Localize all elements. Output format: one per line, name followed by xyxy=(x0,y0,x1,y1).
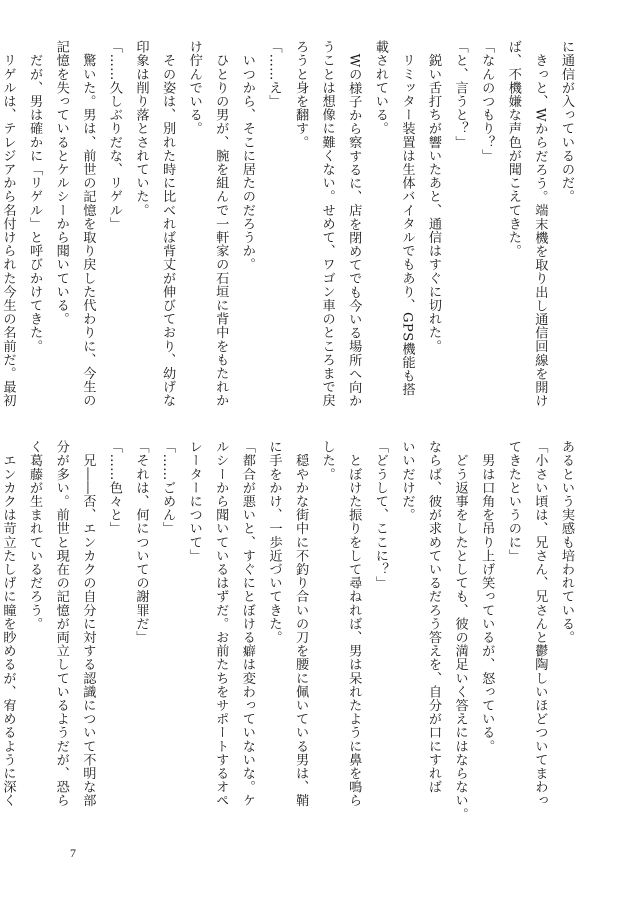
text-line: 穏やかな街中に不釣り合いの刀を腰に佩いている男は、鞘 xyxy=(293,440,309,808)
text-line: いいだけだ。 xyxy=(399,440,415,522)
text-line: ろうと身を翻す。 xyxy=(293,40,309,149)
upper-text-column xyxy=(0,40,579,422)
text-line: に通信が入っているのだ。 xyxy=(559,40,574,204)
text-line: てきたというのに」 xyxy=(505,440,521,563)
text-line: エンカクは苛立たしげに瞳を眇めるが、宥めるように深く xyxy=(0,440,16,808)
text-line: 兄――否、エンカクの自分に対する認識について不明な部 xyxy=(80,440,96,808)
text-line: 驚いた。男は、前世の記憶を取り戻した代わりに、今生の xyxy=(80,40,96,408)
text-line: リミッター装置は生体バイタルでもあり、GPS機能も搭 xyxy=(399,40,415,397)
text-line: だが、男は確かに「リゲル」と呼びかけてきた。 xyxy=(27,40,43,353)
text-line: 記憶を失っているとケルシーから聞いている。 xyxy=(53,40,69,326)
text-line: 「それは、何についての謝罪だ」 xyxy=(133,440,149,644)
text-line: とぼけた振りをして尋ねれば、男は呆れたように鼻を鳴ら xyxy=(346,440,362,808)
text-line: ルシーから聞いているはずだ。お前たちをサポートするオペ xyxy=(213,440,229,808)
text-line: く葛藤が生まれているだろう。 xyxy=(27,440,43,631)
text-line: 「小さい頃は、兄さん、兄さんと鬱陶しいほどついてまわっ xyxy=(532,440,548,808)
text-line: ならば、彼が求めているだろう答えを、自分が口にすれば xyxy=(426,440,442,794)
text-line: 「と、言うと？」 xyxy=(452,40,468,149)
text-line: 印象は削り落とされていた。 xyxy=(133,40,149,217)
page-number: 7 xyxy=(70,846,76,860)
text-line: その姿は、別れた時に比べれば背丈が伸びており、幼げな xyxy=(160,40,176,408)
text-line: 「どうして、ここに？」 xyxy=(372,440,388,590)
text-line: 「なんのつもり？」 xyxy=(479,40,495,163)
text-line: ば、不機嫌な声色が聞こえてきた。 xyxy=(505,40,521,258)
text-line: 載されている。 xyxy=(372,40,388,136)
text-line: 分が多い。前世と現在の記憶が両立しているようだが、恐ら xyxy=(53,440,69,808)
text-line: 鋭い舌打ちが響いたあと、通信はすぐに切れた。 xyxy=(426,40,442,353)
text-line: 「……色々と」 xyxy=(106,440,122,536)
text-line: 「……ごめん」 xyxy=(160,440,176,536)
text-line: 「……久しぶりだな、リゲル」 xyxy=(106,40,122,231)
text-line: リゲルは、テレジアから名付けられた今生の名前だ。最初 xyxy=(0,40,16,408)
text-line: 「……え」 xyxy=(266,40,282,108)
text-line: に手をかけ、一歩近づいてきた。 xyxy=(266,440,282,644)
text-line: いつから、そこに居たのだろうか。 xyxy=(239,40,255,272)
text-line: 「都合が悪いと、すぐにとぼける癖は変わっていないな。ケ xyxy=(239,440,255,808)
text-line: きっと、Wからだろう。端末機を取り出し通信回線を開け xyxy=(532,40,548,408)
text-line: ひとりの男が、腕を組んで一軒家の石垣に背中をもたれか xyxy=(213,40,229,408)
text-line: うことは想像に難くない。せめて、ワゴン車のところまで戻 xyxy=(319,40,335,408)
text-line: Wの様子から察するに、店を閉めてでも今いる場所へ向か xyxy=(346,40,362,408)
text-line: あるという実感も培われている。 xyxy=(559,440,574,644)
text-line: け佇んでいる。 xyxy=(186,40,202,136)
text-line: 男は口角を吊り上げ笑っているが、怒っている。 xyxy=(479,440,495,753)
lower-text-column xyxy=(0,440,579,822)
text-line: した。 xyxy=(319,440,335,481)
text-line: どう返事をしたとしても、彼の満足いく答えにはならない。 xyxy=(452,440,468,821)
text-line: レーターについて」 xyxy=(186,440,202,563)
